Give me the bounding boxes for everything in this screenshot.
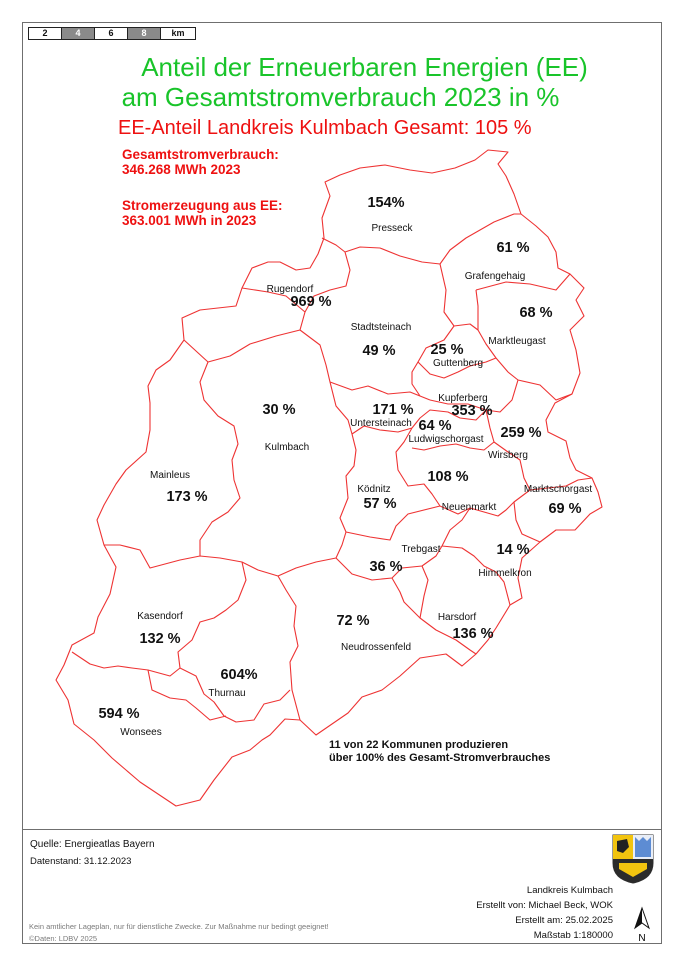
created-label: Erstellt am: 25.02.2025: [515, 915, 613, 926]
pct-presseck: 154%: [367, 195, 405, 211]
pct-guttenberg: 25 %: [430, 342, 464, 358]
boundary-line: [454, 324, 478, 330]
name-marktleugast: Marktleugast: [488, 336, 546, 347]
summary-note: [329, 739, 550, 765]
name-koednitz: Ködnitz: [357, 484, 391, 495]
pct-himmelkron: 14 %: [496, 542, 530, 558]
boundary-line: [300, 252, 350, 382]
boundary-line: [440, 264, 454, 326]
scale-tick: 8: [128, 28, 161, 39]
pct-marktschorgast: 69 %: [548, 501, 582, 517]
boundary-line: [440, 214, 521, 264]
data-date: Datenstand: 31.12.2023: [30, 856, 132, 867]
scale-tick: 6: [95, 28, 128, 39]
pct-kasendorf: 132 %: [139, 631, 181, 647]
boundary-line: [104, 545, 336, 576]
author-label: Erstellt von: Michael Beck, WOK: [476, 900, 613, 911]
scale-unit: km: [161, 28, 195, 39]
boundary-line: [200, 362, 240, 556]
name-kupferberg: Kupferberg: [438, 393, 488, 404]
coat-of-arms-icon: [611, 833, 655, 885]
boundary-line: [330, 382, 420, 396]
pct-kulmbach: 30 %: [262, 402, 296, 418]
name-ludwigschorgast: Ludwigschorgast: [408, 434, 484, 445]
note-line1: 11 von 22 Kommunen produzieren: [329, 739, 509, 751]
name-himmelkron: Himmelkron: [478, 568, 532, 579]
name-mainleus: Mainleus: [149, 470, 191, 481]
pct-mainleus: 173 %: [166, 489, 208, 505]
pct-ludwigschorgast: 64 %: [418, 418, 452, 434]
north-arrow-icon: [631, 906, 653, 944]
pct-stadtsteinach: 49 %: [362, 343, 396, 359]
name-wonsees: Wonsees: [120, 727, 162, 738]
map-title-line1: Anteil der Erneuerbaren Energien (EE): [141, 52, 588, 82]
name-wirsberg: Wirsberg: [487, 450, 529, 461]
scale-tick: 2: [29, 28, 62, 39]
name-trebgast: Trebgast: [401, 544, 441, 555]
scale-label: Maßstab 1:180000: [533, 930, 613, 941]
generation-value: 363.001 MWh in 2023: [122, 213, 257, 228]
name-marktschorgast: Marktschorgast: [523, 484, 593, 495]
pct-harsdorf: 136 %: [452, 626, 494, 642]
name-presseck: Presseck: [371, 223, 413, 234]
copyright: ©Daten: LDBV 2025: [29, 934, 98, 943]
name-untersteinach: Untersteinach: [350, 418, 412, 429]
map-subtitle: EE-Anteil Landkreis Kulmbach Gesamt: 105 %: [118, 117, 532, 139]
north-label: N: [638, 933, 646, 944]
consumption-value: 346.268 MWh 2023: [122, 162, 241, 177]
name-neudrossenfeld: Neudrossenfeld: [340, 642, 412, 653]
name-rugendorf: Rugendorf: [266, 284, 314, 295]
name-guttenberg: Guttenberg: [432, 358, 484, 369]
boundary-line: [514, 502, 540, 542]
pct-grafengehaig: 61 %: [496, 240, 530, 256]
name-harsdorf: Harsdorf: [437, 612, 477, 623]
generation-label: Stromerzeugung aus EE:: [122, 198, 283, 213]
pct-rugendorf: 969 %: [290, 294, 332, 310]
name-stadtsteinach: Stadtsteinach: [350, 322, 412, 333]
pct-kupferberg: 353 %: [451, 403, 493, 419]
name-grafengehaig: Grafengehaig: [464, 271, 526, 282]
note-line2: über 100% des Gesamt-Stromverbrauches: [329, 752, 551, 764]
municipality-labels: [98, 195, 592, 738]
name-kasendorf: Kasendorf: [137, 611, 183, 622]
scale-tick: 4: [62, 28, 95, 39]
consumption-label: Gesamtstromverbrauch:: [122, 147, 279, 162]
pct-neuenmarkt: 108 %: [427, 469, 469, 485]
name-kulmbach: Kulmbach: [264, 442, 310, 453]
pct-wonsees: 594 %: [98, 706, 140, 722]
boundary-line: [184, 330, 300, 362]
pct-koednitz: 57 %: [363, 496, 397, 512]
map-title-line2: am Gesamtstromverbrauch 2023 in %: [121, 82, 560, 112]
name-thurnau: Thurnau: [208, 688, 246, 699]
pct-trebgast: 36 %: [369, 559, 403, 575]
name-neuenmarkt: Neuenmarkt: [441, 502, 497, 513]
source-label: Quelle: Energieatlas Bayern: [30, 839, 155, 850]
pct-untersteinach: 171 %: [372, 402, 414, 418]
boundary-line: [392, 578, 420, 618]
boundary-line: [322, 238, 440, 264]
pct-wirsberg: 259 %: [500, 425, 542, 441]
pct-marktleugast: 68 %: [519, 305, 553, 321]
disclaimer: Kein amtlicher Lageplan, nur für dienstliche Zwecke. Zur Maßnahme nur bedingt geeignet!: [29, 922, 329, 931]
pct-thurnau: 604%: [220, 667, 258, 683]
pct-neudrossenfeld: 72 %: [336, 613, 370, 629]
org-label: Landkreis Kulmbach: [526, 885, 613, 896]
